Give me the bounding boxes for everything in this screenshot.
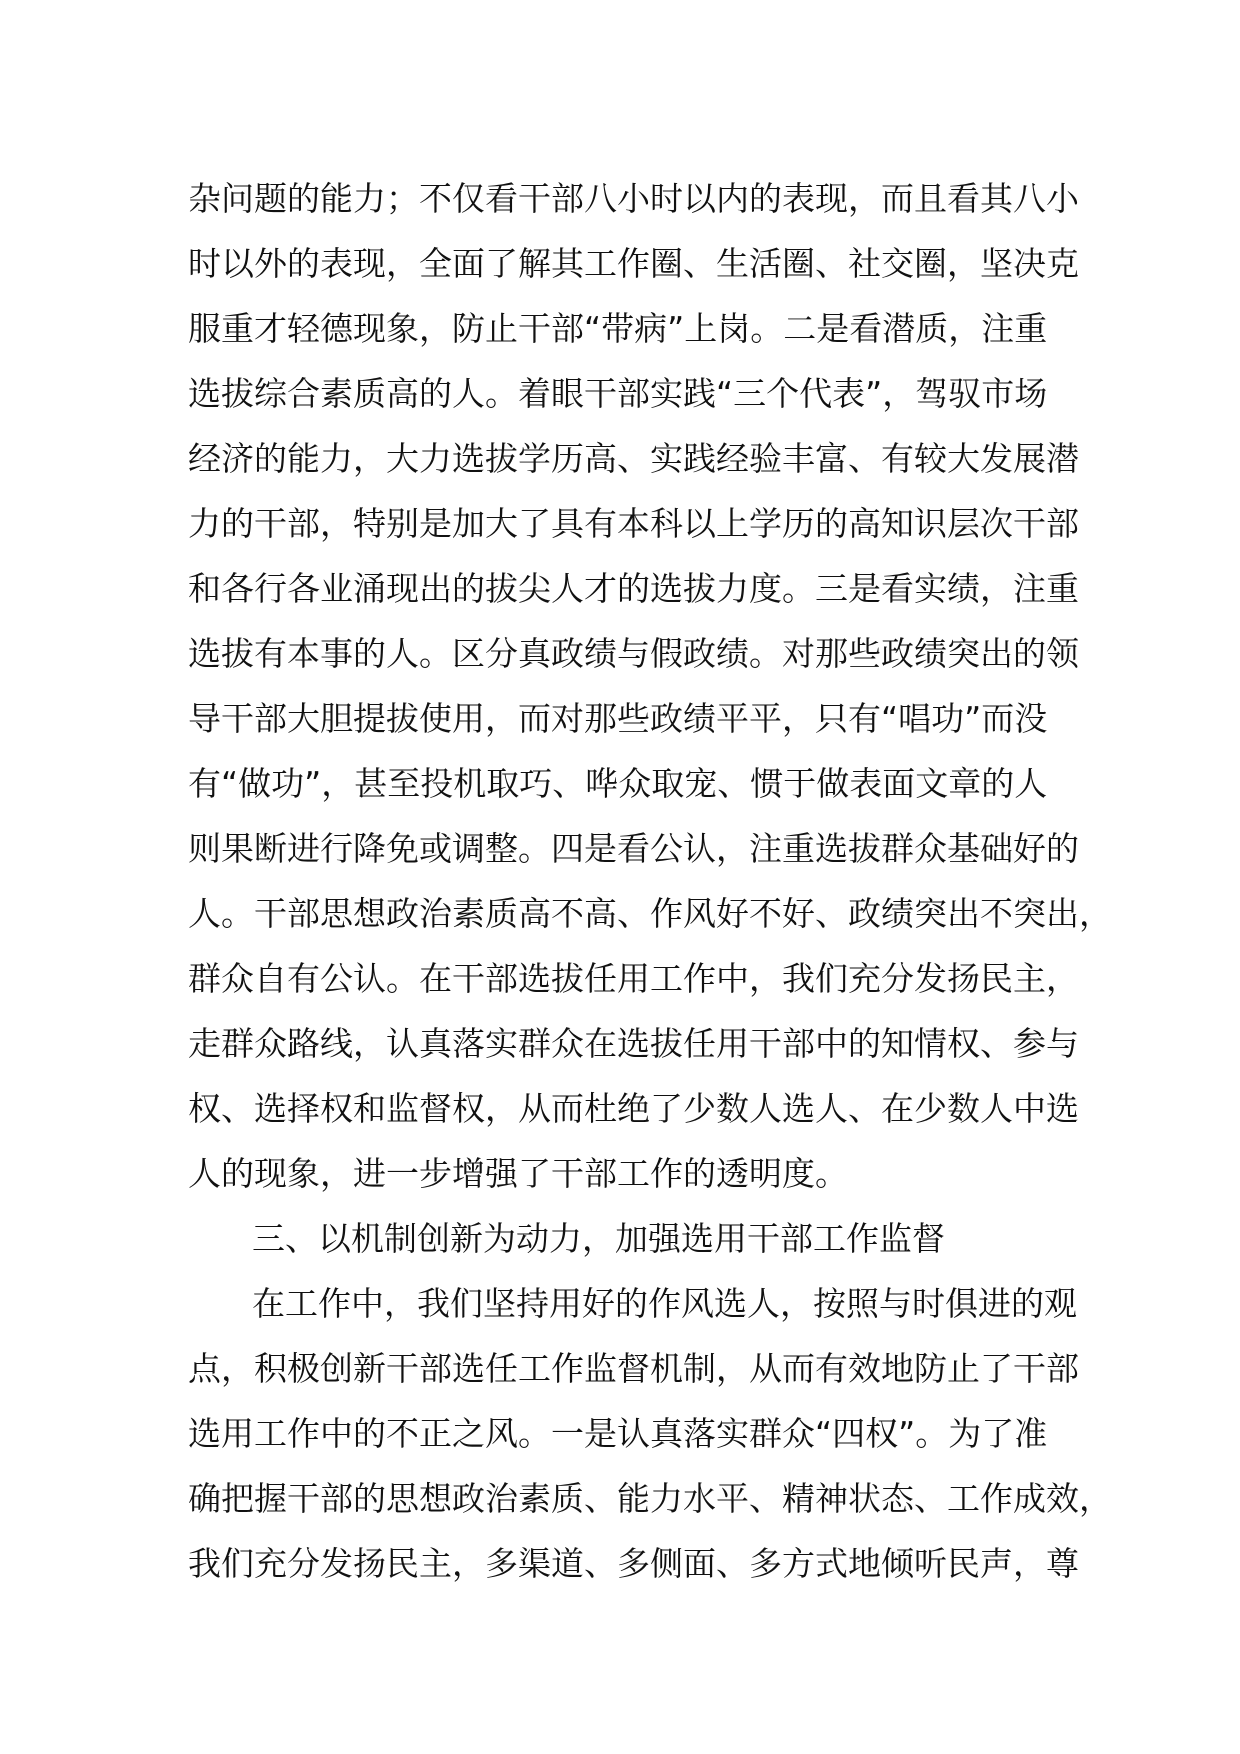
text-line: 导干部大胆提拔使用，而对那些政绩平平，只有“唱功”而没	[188, 699, 1048, 738]
section-heading: 三、以机制创新为动力，加强选用干部工作监督	[252, 1219, 945, 1258]
text-line: 点，积极创新干部选任工作监督机制，从而有效地防止了干部	[188, 1349, 1079, 1388]
text-line: 权、选择权和监督权，从而杜绝了少数人选人、在少数人中选	[188, 1089, 1079, 1128]
text-line: 力的干部，特别是加大了具有本科以上学历的高知识层次干部	[188, 504, 1079, 543]
text-line: 服重才轻德现象，防止干部“带病”上岗。二是看潜质，注重	[188, 309, 1048, 348]
text-line: 时以外的表现，全面了解其工作圈、生活圈、社交圈，坚决克	[188, 244, 1079, 283]
text-line: 选拔综合素质高的人。着眼干部实践“三个代表”，驾驭市场	[188, 374, 1048, 413]
text-line: 群众自有公认。在干部选拔任用工作中，我们充分发扬民主，	[188, 959, 1079, 998]
document-body	[188, 166, 1112, 1596]
text-line: 我们充分发扬民主，多渠道、多侧面、多方式地倾听民声，尊	[188, 1544, 1079, 1583]
text-line: 和各行各业涌现出的拔尖人才的选拔力度。三是看实绩，注重	[188, 569, 1079, 608]
text-line: 经济的能力，大力选拔学历高、实践经验丰富、有较大发展潜	[188, 439, 1079, 478]
text-line: 则果断进行降免或调整。四是看公认，注重选拔群众基础好的	[188, 829, 1079, 868]
text-line: 人的现象，进一步增强了干部工作的透明度。	[188, 1154, 848, 1193]
text-line: 选拔有本事的人。区分真政绩与假政绩。对那些政绩突出的领	[188, 634, 1079, 673]
text-line: 选用工作中的不正之风。一是认真落实群众“四权”。为了准	[188, 1414, 1048, 1453]
text-line: 人。干部思想政治素质高不高、作风好不好、政绩突出不突出，	[188, 894, 1112, 933]
paragraph-first-line: 在工作中，我们坚持用好的作风选人，按照与时俱进的观	[252, 1284, 1077, 1323]
text-line: 杂问题的能力；不仅看干部八小时以内的表现，而且看其八小	[188, 179, 1079, 218]
text-line: 确把握干部的思想政治素质、能力水平、精神状态、工作成效，	[188, 1479, 1112, 1518]
text-line: 走群众路线，认真落实群众在选拔任用干部中的知情权、参与	[188, 1024, 1079, 1063]
text-line: 有“做功”，甚至投机取巧、哗众取宠、惯于做表面文章的人	[188, 764, 1048, 803]
